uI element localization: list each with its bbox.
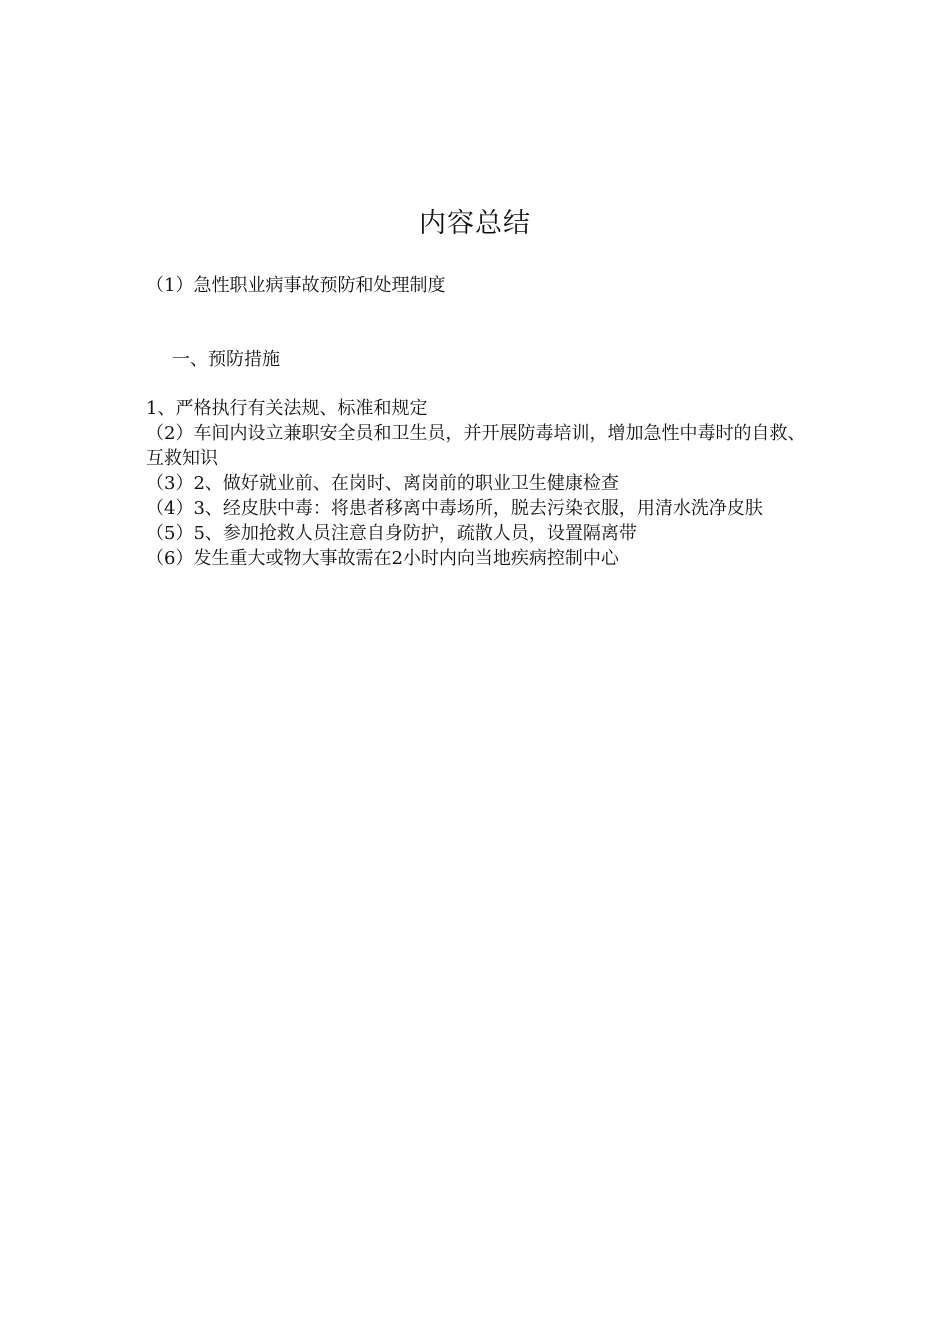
paragraph: （3）2、做好就业前、在岗时、离岗前的职业卫生健康检查 [146, 473, 619, 494]
paragraph: （5）5、参加抢救人员注意自身防护，疏散人员，设置隔离带 [146, 523, 637, 544]
document-title: 内容总结 [419, 208, 531, 239]
body-text [146, 396, 808, 571]
section-heading: 一、预防措施 [172, 349, 280, 370]
paragraph: （4）3、经皮肤中毒：将患者移离中毒场所，脱去污染衣服，用清水洗净皮肤 [146, 498, 763, 519]
document-subtitle: （1）急性职业病事故预防和处理制度 [146, 275, 446, 296]
paragraph: （2）车间内设立兼职安全员和卫生员，并开展防毒培训，增加急性中毒时的自救、互救知识 [146, 423, 806, 469]
paragraph: 1、严格执行有关法规、标准和规定 [146, 398, 428, 419]
paragraph: （6）发生重大或物大事故需在2小时内向当地疾病控制中心 [146, 548, 619, 569]
